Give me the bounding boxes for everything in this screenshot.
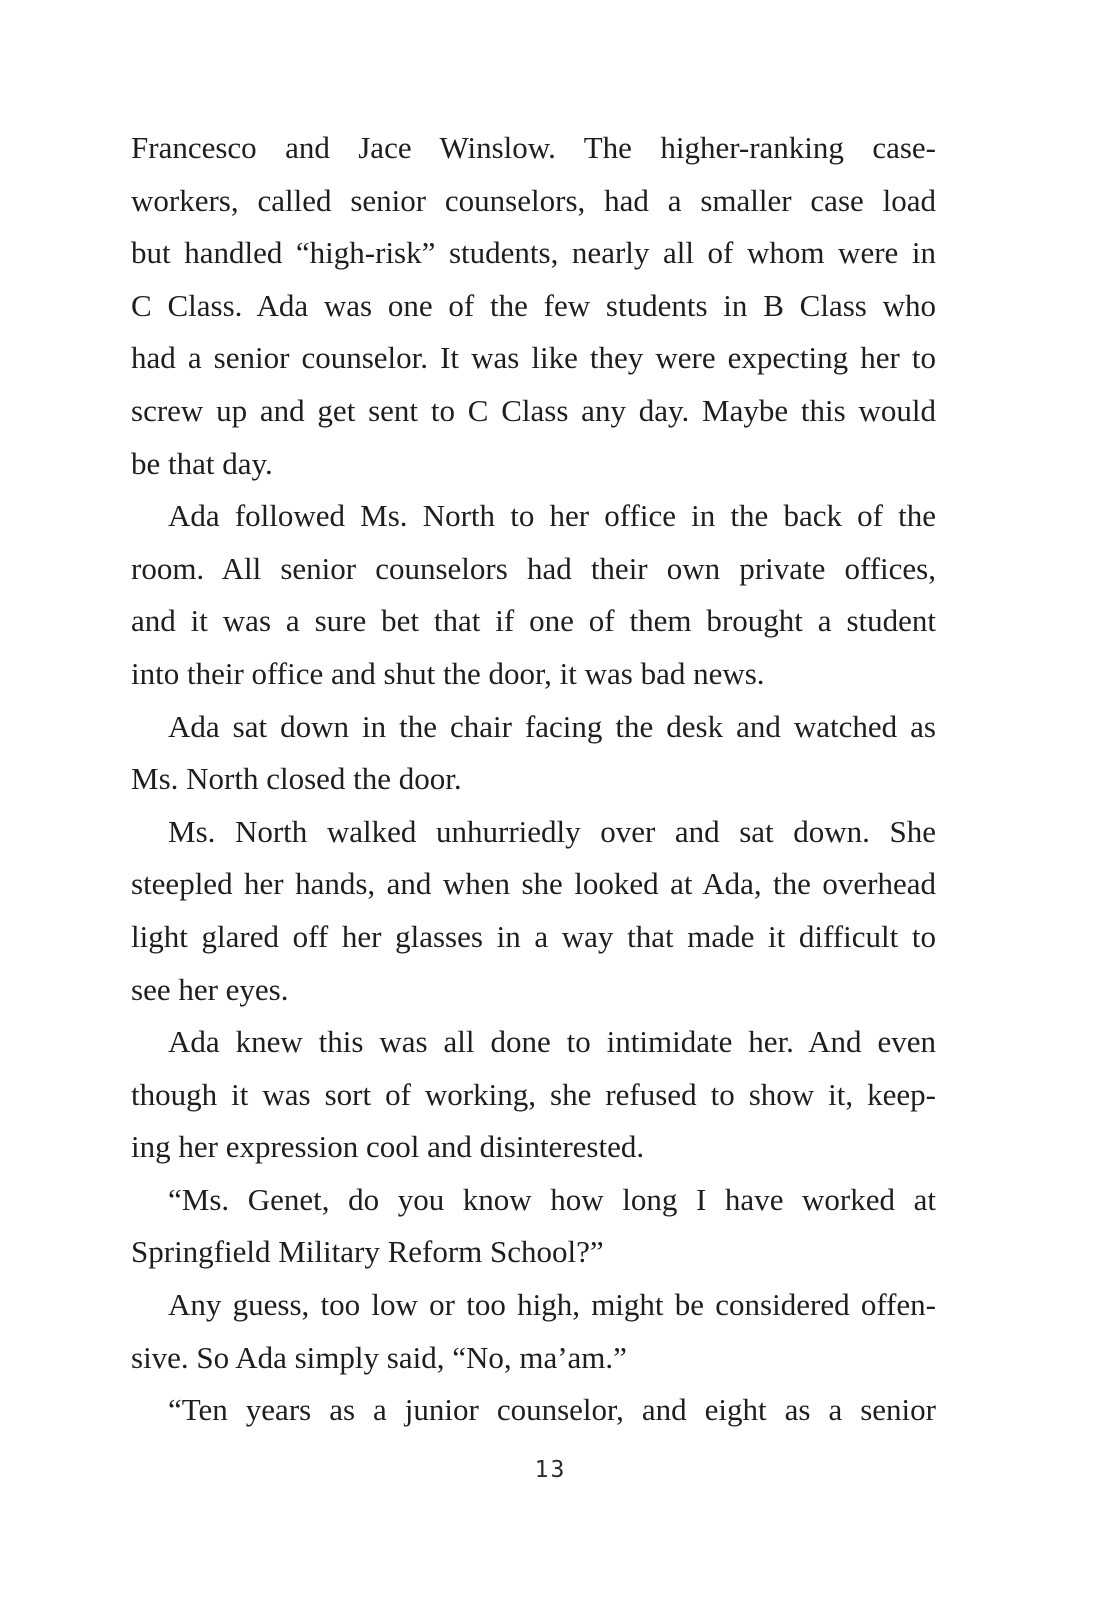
text-line: had a senior counselor. It was like they were expecting her to (131, 340, 936, 376)
text-line: but handled “high-risk” students, nearly all of whom were in (131, 235, 936, 271)
text-line: Ms. North walked unhurriedly over and sat down. She (168, 813, 936, 849)
body-text (131, 122, 936, 1437)
paragraph-7 (131, 1279, 936, 1384)
text-line: and it was a sure bet that if one of them brought a student (131, 603, 936, 639)
text-line: Ms. North closed the door. (131, 761, 462, 797)
text-line: “Ten years as a junior counselor, and eight as a senior (168, 1392, 936, 1428)
text-line: Francesco and Jace Winslow. The higher-ranking case- (131, 130, 936, 165)
text-line: though it was sort of working, she refused to show it, keep- (131, 1076, 936, 1112)
paragraph-6 (131, 1174, 936, 1279)
paragraph-2 (131, 490, 936, 700)
text-line: sive. So Ada simply said, “No, ma’am.” (131, 1339, 627, 1375)
text-line: Ada sat down in the chair facing the desk and watched as (168, 708, 936, 744)
text-line: C Class. Ada was one of the few students in B Class who (131, 287, 936, 323)
text-line: see her eyes. (131, 971, 289, 1007)
text-line: light glared off her glasses in a way that made it difficult to (131, 918, 936, 954)
text-line: steepled her hands, and when she looked at Ada, the overhead (131, 866, 936, 902)
paragraph-5 (131, 1016, 936, 1174)
text-line: Ada followed Ms. North to her office in the back of the (168, 498, 936, 534)
text-line: be that day. (131, 445, 273, 481)
text-line: Springfield Military Reform School?” (131, 1234, 604, 1270)
page-number: 13 (534, 1457, 567, 1483)
paragraph-3 (131, 701, 936, 806)
text-line: screw up and get sent to C Class any day. Maybe this would (131, 392, 936, 428)
text-line: workers, called senior counselors, had a smaller case load (131, 182, 936, 218)
text-line: Ada knew this was all done to intimidate her. And even (168, 1024, 936, 1060)
text-line: into their office and shut the door, it was bad news. (131, 655, 765, 691)
paragraph-8 (131, 1384, 936, 1437)
paragraph-4 (131, 806, 936, 1016)
text-line: “Ms. Genet, do you know how long I have worked at (168, 1181, 936, 1217)
text-line: room. All senior counselors had their own private offices, (131, 550, 936, 586)
paragraph-1 (131, 122, 936, 490)
text-line: ing her expression cool and disinterested. (131, 1129, 645, 1165)
text-line: Any guess, too low or too high, might be considered offen- (168, 1287, 936, 1323)
